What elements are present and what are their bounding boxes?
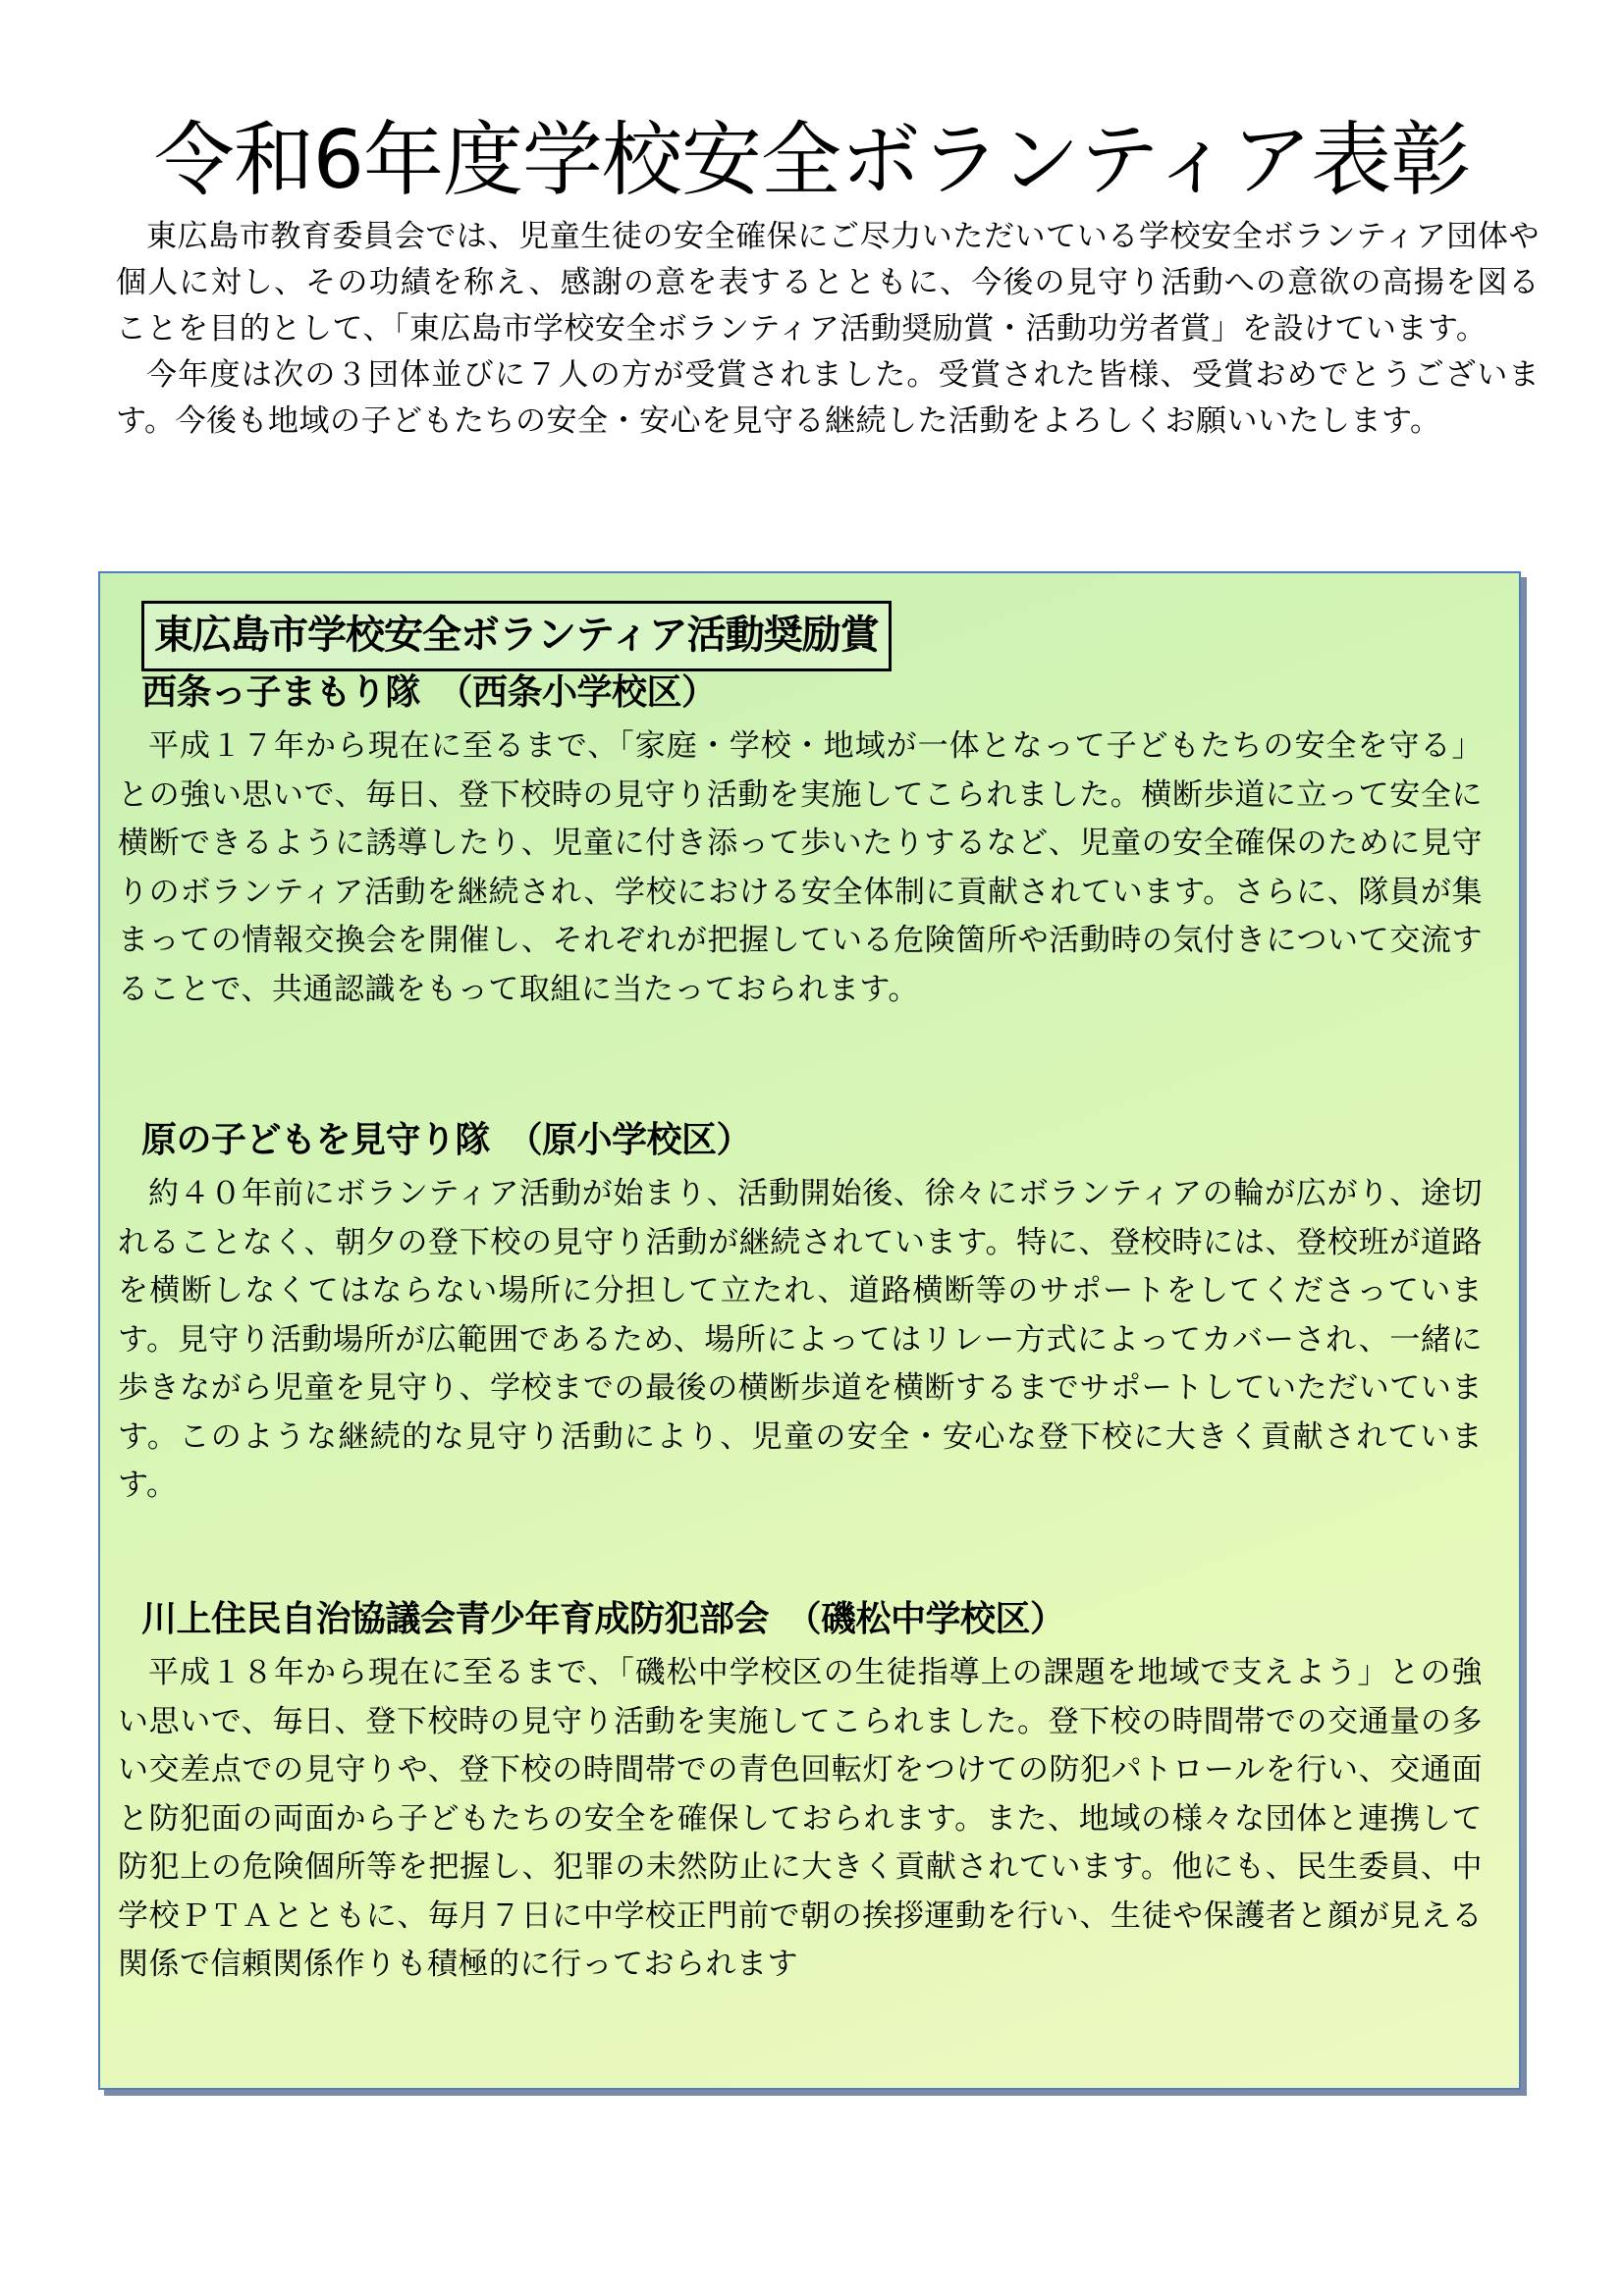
intro-section <box>116 214 1540 445</box>
entry-title: 原の子どもを見守り隊 （原小学校区） <box>141 1120 752 1160</box>
entry-body: 平成１７年から現在に至るまで、「家庭・学校・地域が一体となって子どもたちの安全を守る」との強い思いで、毎日、登下校時の見守り活動を実施してこられました。横断歩道に立って安全に横断できるように誘導したり、児童に付き添って歩いたりするなど、児童の安全確保のために見守りのボランティア活動を継続され、学校における安全体制に貢献されています。さらに、隊員が集まっての情報交換会を開催し、それぞれが把握している危険箇所や活動時の気付きについて交流することで、共通認識をもって取組に当たっておられます。 <box>118 728 1483 1007</box>
award-entry-hara <box>118 1115 1483 1511</box>
intro-paragraph-2: 今年度は次の３団体並びに７人の方が受賞されました。受賞された皆様、受賞おめでとうございます。今後も地域の子どもたちの安全・安心を見守る継続した活動をよろしくお願いいたします。 <box>116 357 1540 439</box>
award-entry-kawakami <box>118 1594 1483 1990</box>
intro-paragraph-1: 東広島市教育委員会では、児童生徒の安全確保にご尽力いただいている学校安全ボランティア団体や個人に対し、その功績を称え、感謝の意を表するとともに、今後の見守り活動への意欲の高揚を図ることを目的として、「東広島市学校安全ボランティア活動奨励賞・活動功労者賞」を設けています。 <box>116 219 1540 347</box>
entry-body: 約４０年前にボランティア活動が始まり、活動開始後、徐々にボランティアの輪が広がり、途切れることなく、朝夕の登下校の見守り活動が継続されています。特に、登校時には、登校班が道路を横断しなくてはならない場所に分担して立たれ、道路横断等のサポートをしてくださっています。見守り活動場所が広範囲であるため、場所によってはリレー方式によってカバーされ、一緒に歩きながら児童を見守り、学校までの最後の横断歩道を横断するまでサポートしていただいています。このような継続的な見守り活動により、児童の安全・安心な登下校に大きく貢献されています。 <box>118 1176 1483 1503</box>
award-entry-saijo <box>118 667 1483 1014</box>
entry-body: 平成１８年から現在に至るまで、「磯松中学校区の生徒指導上の課題を地域で支えよう」との強い思いで、毎日、登下校時の見守り活動を実施してこられました。登下校の時間帯での交通量の多い交差点での見守りや、登下校の時間帯での青色回転灯をつけての防犯パトロールを行い、交通面と防犯面の両面から子どもたちの安全を確保しておられます。また、地域の様々な団体と連携して防犯上の危険個所等を把握し、犯罪の未然防止に大きく貢献されています。他にも、民生委員、中学校ＰＴＡとともに、毎月７日に中学校正門前で朝の挨拶運動を行い、生徒や保護者と顔が見える関係で信頼関係作りも積極的に行っておられます <box>118 1655 1483 1982</box>
award-heading: 東広島市学校安全ボランティア活動奨励賞 <box>141 601 892 671</box>
entry-title: 川上住民自治協議会青少年育成防犯部会 （磯松中学校区） <box>141 1599 1065 1639</box>
award-box <box>98 571 1521 2090</box>
entry-title: 西条っ子まもり隊 （西条小学校区） <box>141 672 717 713</box>
page-title: 令和6年度学校安全ボランティア表彰 <box>153 114 1471 207</box>
